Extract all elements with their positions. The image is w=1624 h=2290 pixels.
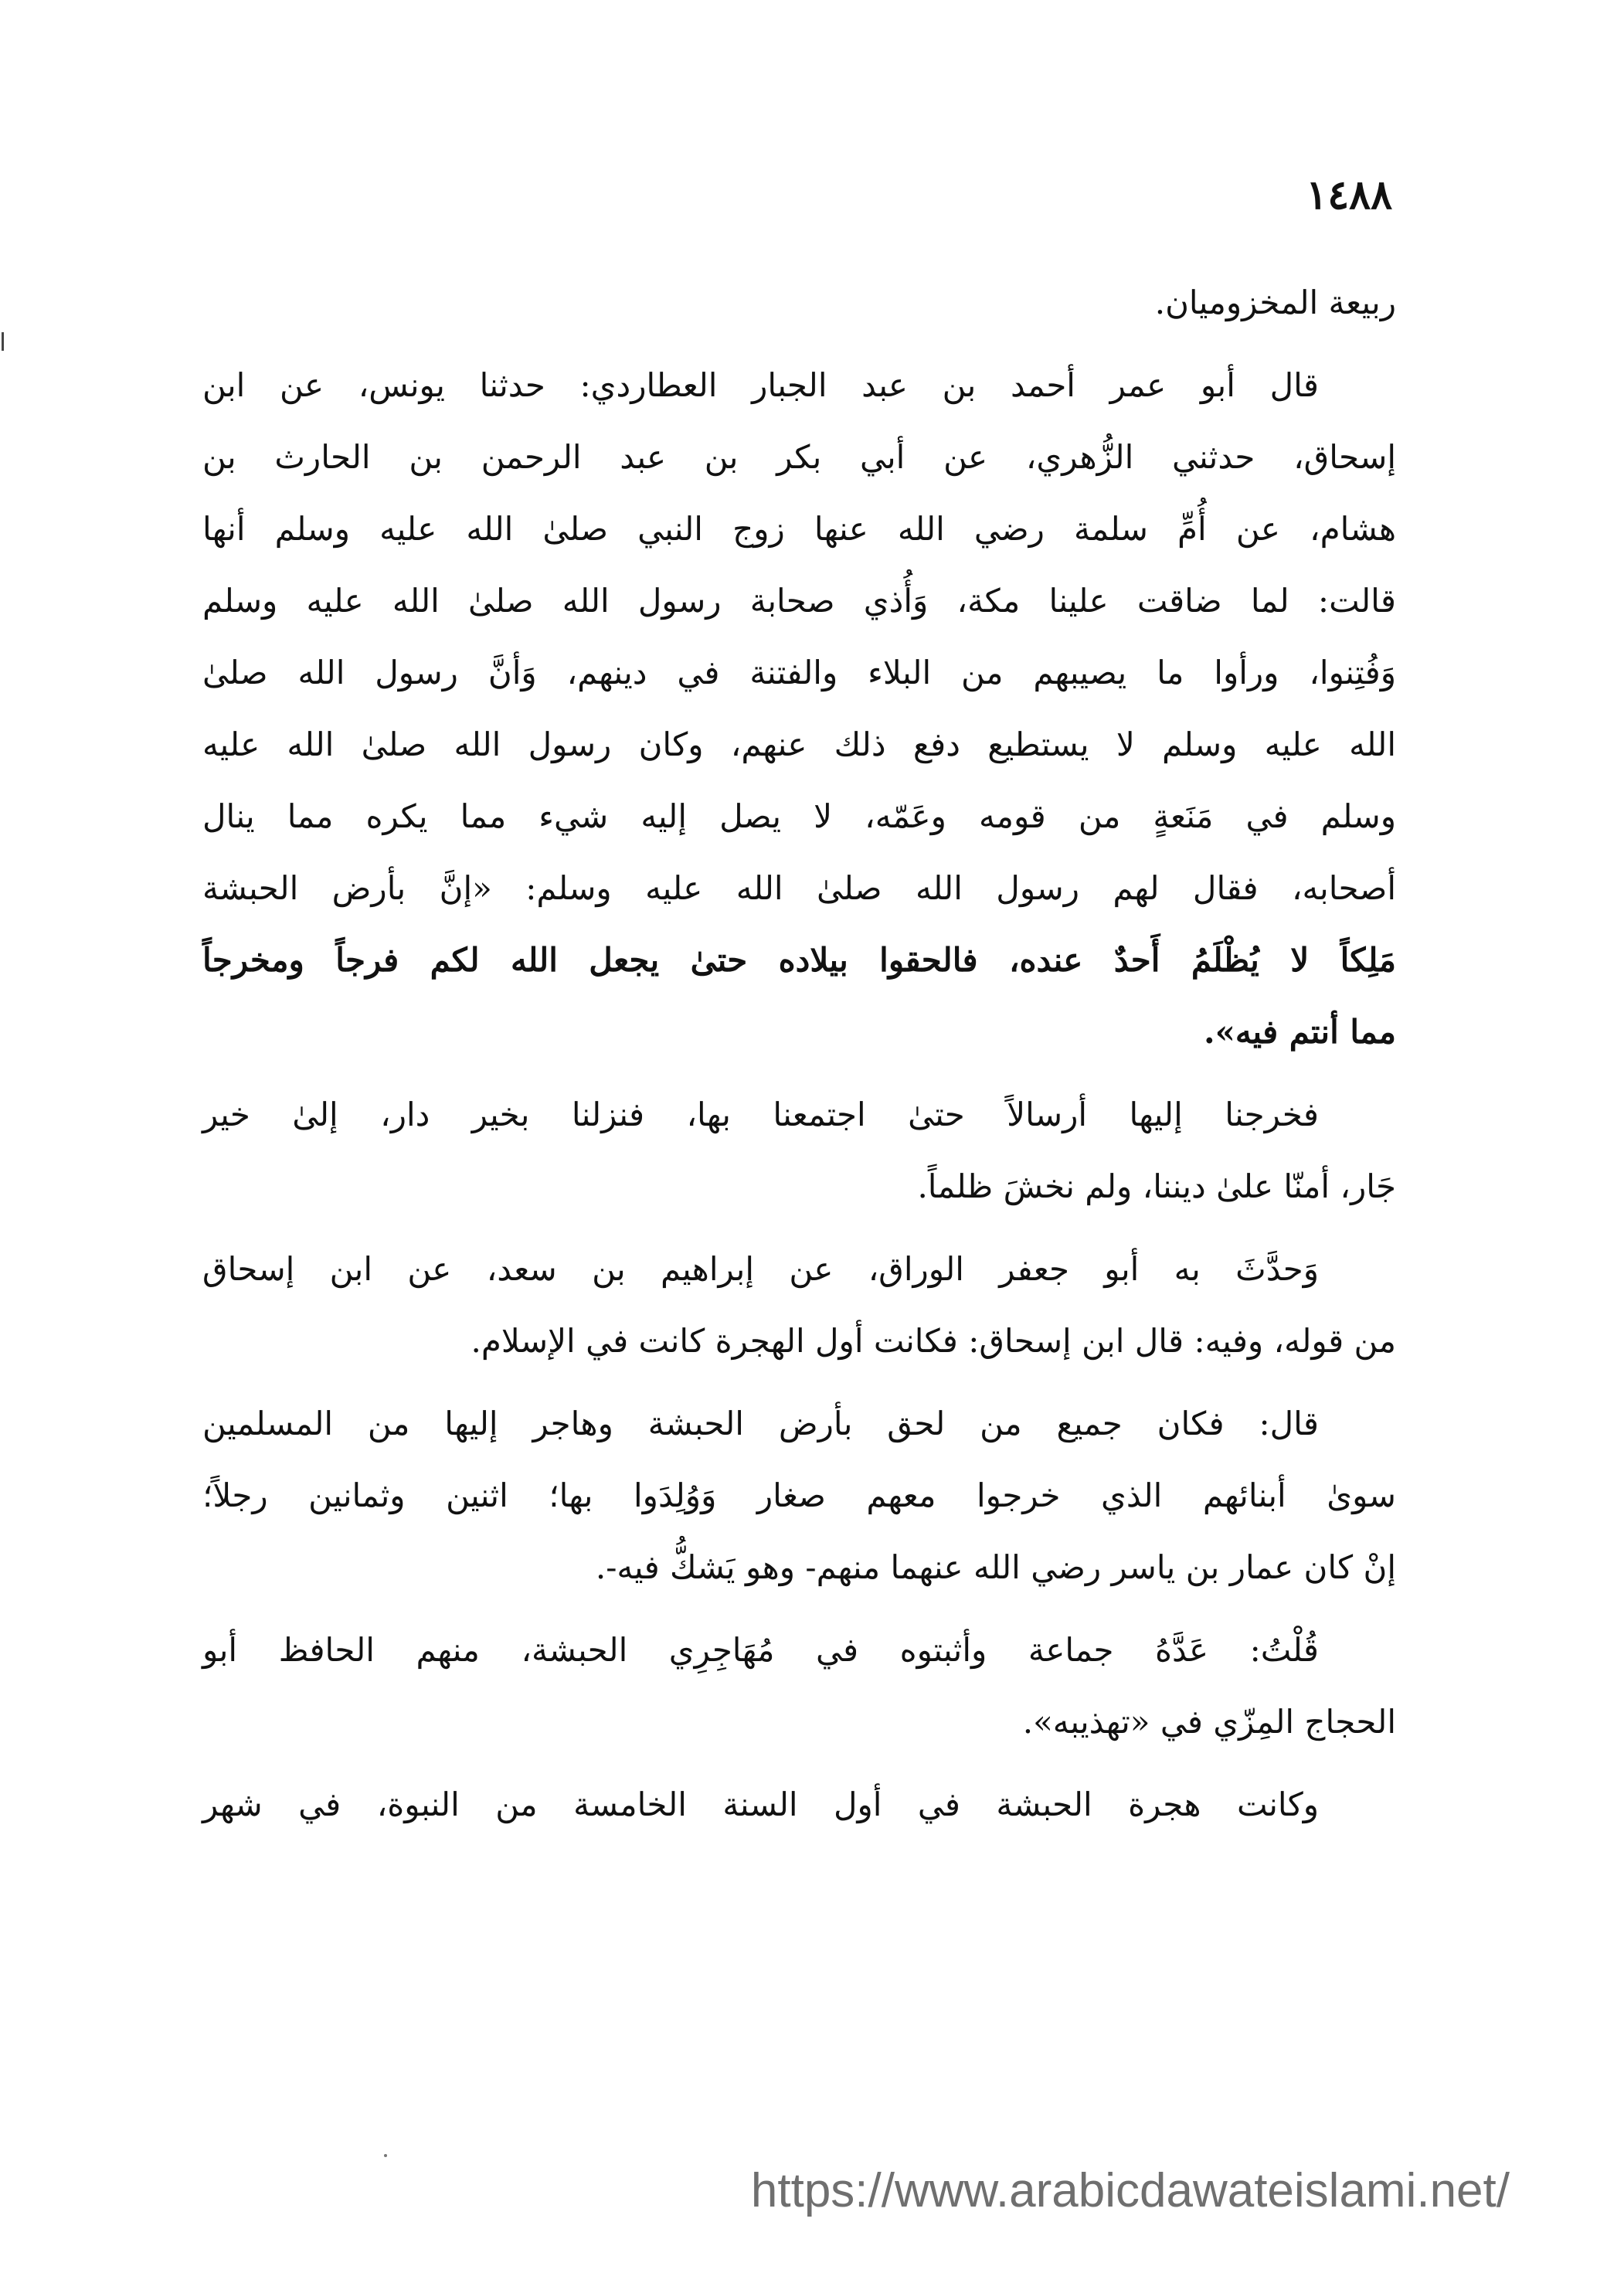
- text-line: قال: فكان جميع من لحق بأرض الحبشة وهاجر إليها من المسلمين: [202, 1405, 1319, 1442]
- text-line: فخرجنا إليها أرسالاً حتىٰ اجتمعنا بها، فنزلنا بخير دار، إلىٰ خير: [202, 1096, 1319, 1133]
- text-line: ربيعة المخزوميان.: [1154, 284, 1396, 321]
- text-line: إنْ كان عمار بن ياسر رضي الله عنهما منهم- وهو يَشكُّ فيه-.: [595, 1548, 1396, 1586]
- text-line: وَفُتِنوا، ورأوا ما يصيبهم من البلاء والفتنة في دينهم، وَأنَّ رسول الله صلىٰ: [202, 654, 1396, 691]
- paragraph-7: [202, 1768, 1396, 1840]
- page-body: [202, 267, 1396, 1851]
- text-line: هشام، عن أُمِّ سلمة رضي الله عنها زوج النبي صلىٰ الله عليه وسلم أنها: [202, 510, 1396, 548]
- text-line-bold: مما أنتم فيه».: [1204, 1013, 1396, 1051]
- text-line: قُلْتُ: عَدَّهُ جماعة وأثبتوه في مُهَاجِرِي الحبشة، منهم الحافظ أبو: [202, 1631, 1319, 1669]
- paragraph-6: [202, 1614, 1396, 1758]
- text-line: وسلم في مَنَعةٍ من قومه وعَمّه، لا يصل إليه شيء مما يكره مما ينال: [202, 797, 1396, 835]
- text-line: إسحاق، حدثني الزُّهري، عن أبي بكر بن عبد الرحمن بن الحارث بن: [202, 438, 1396, 476]
- margin-mark: [2, 332, 4, 351]
- text-line: قال أبو عمر أحمد بن عبد الجبار العطاردي: حدثنا يونس، عن ابن: [202, 366, 1319, 404]
- paragraph-3: [202, 1079, 1396, 1222]
- text-line: أصحابه، فقال لهم رسول الله صلىٰ الله عليه وسلم: «إنَّ بأرض الحبشة: [202, 869, 1396, 907]
- text-line: الله عليه وسلم لا يستطيع دفع ذلك عنهم، وكان رسول الله صلىٰ الله عليه: [202, 725, 1396, 763]
- paragraph-1: [202, 267, 1396, 338]
- text-line: وكانت هجرة الحبشة في أول السنة الخامسة من النبوة، في شهر: [202, 1785, 1319, 1823]
- text-line: جَار، أمنّا علىٰ ديننا، ولم نخشَ ظلماً.: [917, 1167, 1396, 1205]
- watermark-url: https://www.arabicdawateislami.net/: [750, 2164, 1510, 2217]
- text-line: سوىٰ أبنائهم الذي خرجوا معهم صغار وَوُلِدَوا بها؛ اثنين وثمانين رجلاً؛: [202, 1476, 1396, 1514]
- text-line: الحجاج المِزّي في «تهذيبه».: [1022, 1703, 1396, 1741]
- text-line: قالت: لما ضاقت علينا مكة، وَأُذي صحابة رسول الله صلىٰ الله عليه وسلم: [202, 582, 1396, 620]
- page-number: ١٤٨٨: [1306, 172, 1392, 219]
- paragraph-2: [202, 349, 1396, 1068]
- text-line: من قوله، وفيه: قال ابن إسحاق: فكانت أول الهجرة كانت في الإسلام.: [471, 1322, 1396, 1360]
- text-line: وَحدَّثَ به أبو جعفر الوراق، عن إبراهيم بن سعد، عن ابن إسحاق: [202, 1250, 1319, 1288]
- text-line-bold: مَلِكاً لا يُظْلَمُ أَحدٌ عنده، فالحقوا بيلاده حتىٰ يجعل الله لكم فرجاً ومخرجاً: [202, 941, 1396, 979]
- speck: [384, 2154, 387, 2157]
- paragraph-4: [202, 1233, 1396, 1377]
- paragraph-5: [202, 1388, 1396, 1603]
